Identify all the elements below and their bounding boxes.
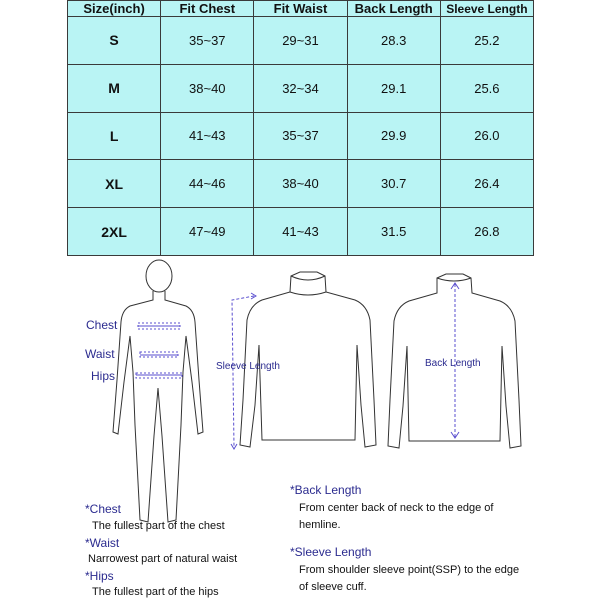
sleeve-length-note-desc-2: of sleeve cuff. bbox=[299, 581, 367, 593]
waist-label: Waist bbox=[85, 347, 115, 361]
sleeve-length-note-title: *Sleeve Length bbox=[290, 545, 372, 559]
front-shirt-icon bbox=[240, 272, 376, 447]
waist-cell: 38~40 bbox=[254, 160, 347, 208]
back-length-cell: 30.7 bbox=[347, 160, 440, 208]
waist-cell: 41~43 bbox=[254, 208, 347, 256]
sleeve-length-cell: 26.8 bbox=[440, 208, 533, 256]
header-fit-chest: Fit Chest bbox=[161, 1, 254, 17]
back-length-note-title: *Back Length bbox=[290, 483, 362, 497]
sleeve-length-label: Sleeve Length bbox=[216, 361, 280, 372]
back-length-label: Back Length bbox=[425, 358, 481, 369]
body-measure-lines bbox=[136, 323, 182, 378]
chest-cell: 35~37 bbox=[161, 17, 254, 65]
chest-cell: 38~40 bbox=[161, 64, 254, 112]
sleeve-length-note-desc-1: From shoulder sleeve point(SSP) to the edge bbox=[299, 564, 520, 576]
sleeve-length-cell: 25.6 bbox=[440, 64, 533, 112]
hips-note-title: *Hips bbox=[85, 569, 114, 583]
size-cell: XL bbox=[68, 160, 161, 208]
size-cell: L bbox=[68, 112, 161, 160]
chest-cell: 47~49 bbox=[161, 208, 254, 256]
size-cell: M bbox=[68, 64, 161, 112]
header-sleeve-length: Sleeve Length bbox=[440, 1, 533, 17]
chest-cell: 41~43 bbox=[161, 112, 254, 160]
back-length-cell: 29.9 bbox=[347, 112, 440, 160]
chest-cell: 44~46 bbox=[161, 160, 254, 208]
size-cell: 2XL bbox=[68, 208, 161, 256]
size-cell: S bbox=[68, 17, 161, 65]
waist-note-desc: Narrowest part of natural waist bbox=[88, 553, 238, 565]
chest-note-title: *Chest bbox=[85, 502, 122, 516]
waist-cell: 32~34 bbox=[254, 64, 347, 112]
chest-label: Chest bbox=[86, 318, 118, 332]
body-figure-icon bbox=[113, 260, 203, 522]
chest-note-desc: The fullest part of the chest bbox=[92, 520, 225, 532]
waist-note-title: *Waist bbox=[85, 536, 120, 550]
sleeve-length-cell: 26.0 bbox=[440, 112, 533, 160]
back-length-cell: 29.1 bbox=[347, 64, 440, 112]
back-length-cell: 28.3 bbox=[347, 17, 440, 65]
sleeve-length-cell: 25.2 bbox=[440, 17, 533, 65]
back-length-note-desc-2: hemline. bbox=[299, 519, 341, 531]
back-length-note-desc-1: From center back of neck to the edge of bbox=[299, 502, 494, 514]
header-size: Size(inch) bbox=[68, 1, 161, 17]
header-fit-waist: Fit Waist bbox=[254, 1, 347, 17]
back-length-cell: 31.5 bbox=[347, 208, 440, 256]
hips-note-desc: The fullest part of the hips bbox=[92, 586, 219, 598]
header-back-length: Back Length bbox=[347, 1, 440, 17]
hips-label: Hips bbox=[91, 369, 116, 383]
sleeve-length-cell: 26.4 bbox=[440, 160, 533, 208]
waist-cell: 29~31 bbox=[254, 17, 347, 65]
waist-cell: 35~37 bbox=[254, 112, 347, 160]
